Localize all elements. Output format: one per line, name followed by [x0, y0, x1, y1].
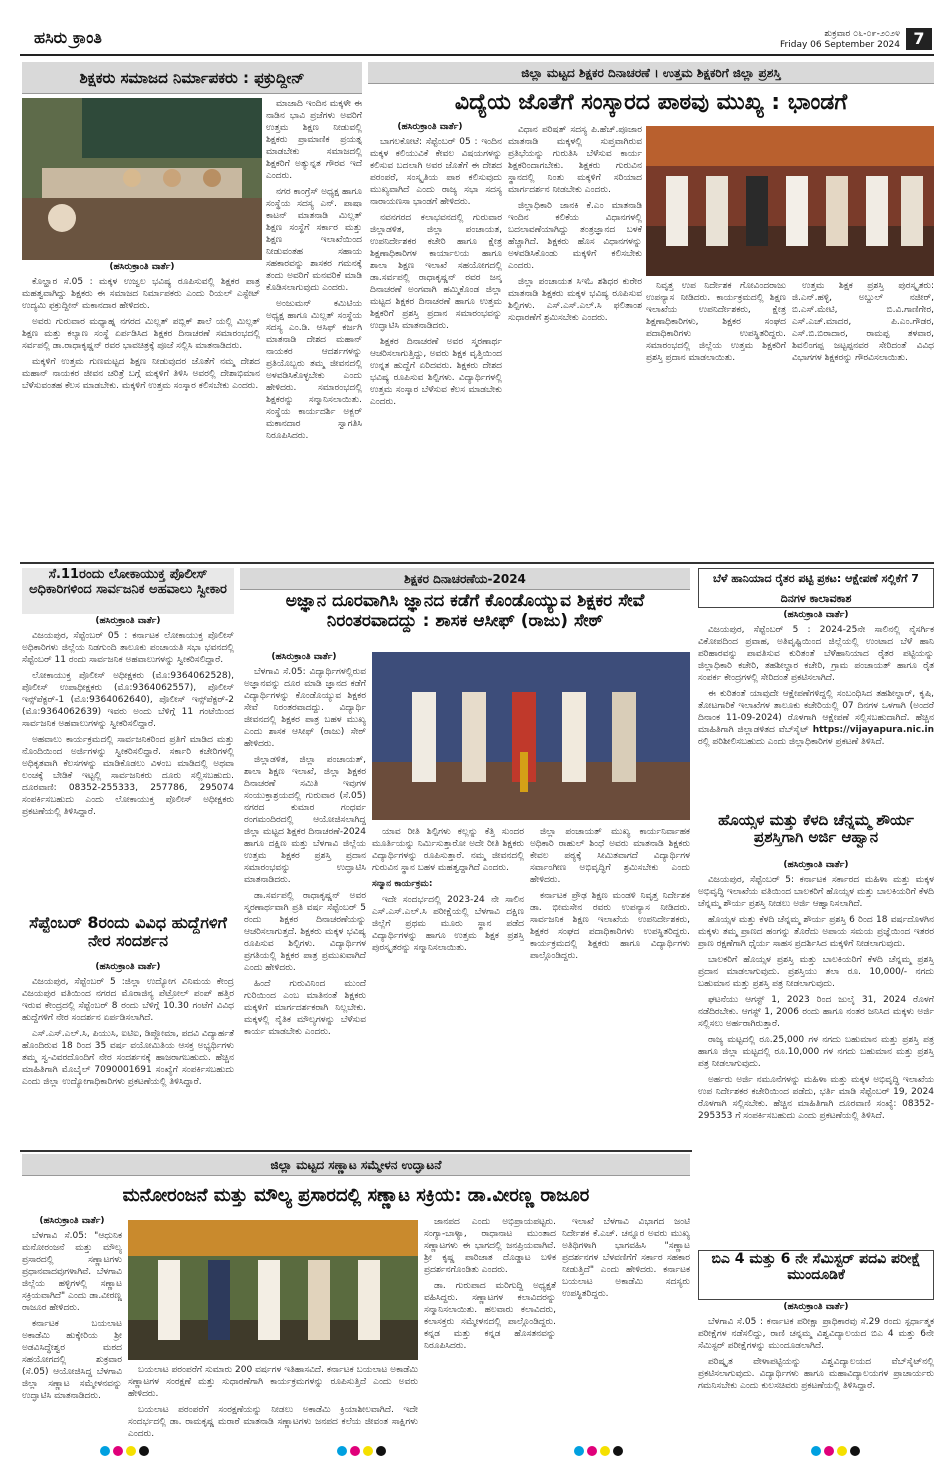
article7-para: ಹೊಯ್ಸಳ ಮತ್ತು ಕೆಳದಿ ಚೆನ್ನಮ್ಮ ಶೌರ್ಯ ಪ್ರಶಸ್ತಿ 6 ರಿಂದ 18 ವರ್ಷದೊಳಗಿನ ಮಕ್ಕಳು ತಮ್ಮ ಪ್ರಾಣದ ಹಂಗನ್ನು ತೊರೆದು ಅಪಾಯ ಸಮಯ ಪ್ರಜ್ಞೆಯಿಂದ ಇತರರ ಪ್ರಾಣ ರಕ್ಷಣೆಗಾಗಿ ಧೈರ್ಯ ಸಾಹಸ ಪ್ರದರ್ಶಿಸಿದ ಮಕ್ಕಳಿಗೆ ನೀಡಲಾಗುವುದು.	[698, 915, 934, 949]
article8-para: ಬಯಲಾಟ ಪರಂಪರೆಗೆ ಸಂರಕ್ಷಣೆಯನ್ನು ನೀಡಲು ಅಕಾಡೆಮಿ ಕ್ರಿಯಾಶೀಲವಾಗಿದೆ. ಇದೇ ಸಂದರ್ಭದಲ್ಲಿ ಡಾ. ರಾಮಕೃಷ್ಣ ಮರಾಠೆ ಮಾತನಾಡಿ ಸಣ್ಣಾಟಗಳು ಜನಪದ ಕಲೆಯ ಜೀವಂತ ಸಾಕ್ಷಿಗಳು ಎಂದರು.	[128, 1405, 418, 1439]
yellow-dot	[363, 1446, 373, 1456]
article4-para: ಎಸ್.ಎಸ್.ಎಲ್.ಸಿ, ಪಿಯುಸಿ, ಐಟಿಐ, ಡಿಪ್ಲೋಮಾ, ಪದವಿ ವಿದ್ಯಾರ್ಹತೆ ಹೊಂದಿರುವ 18 ರಿಂದ 35 ವರ್ಷ ವಯೋಮಿತಿಯ ಆಸಕ್ತ ಅಭ್ಯರ್ಥಿಗಳು ತಮ್ಮ ಸ್ವ-ವಿವರದೊಂದಿಗೆ ನೇರ ಸಂದರ್ಶನಕ್ಕೆ ಹಾಜರಾಗಬಹುದು. ಹೆಚ್ಚಿನ ಮಾಹಿತಿಗಾಗಿ ಮೊಬೈಲ್ 7090001691 ಸಂಖ್ಯೆಗೆ ಸಂಪರ್ಕಿಸಬಹುದು ಎಂದು ಜಿಲ್ಲಾ ಉದ್ಯೋಗಾಧಿಕಾರಿಗಳು ಪ್ರಕಟಣೆಯಲ್ಲಿ ತಿಳಿಸಿದ್ದಾರೆ.	[22, 1029, 234, 1087]
article8-para: ಬಯಲಾಟ ಪರಂಪರೆಗೆ ಸುಮಾರು 200 ವರ್ಷಗಳ ಇತಿಹಾಸವಿದೆ. ಕರ್ನಾಟಕ ಬಯಲಾಟ ಅಕಾಡೆಮಿ ಸಣ್ಣಾಟಗಳ ಸಂರಕ್ಷಣೆ ಮತ್ತು ಸುಧಾರಣೆಗಾಗಿ ಕಾರ್ಯಕ್ರಮಗಳನ್ನು ರೂಪಿಸುತ್ತಿದೆ ಎಂದು ಅವರು ಹೇಳಿದರು.	[128, 1365, 418, 1399]
article5-para: ಬೆಳಗಾವಿ ಸೆ.05: ವಿದ್ಯಾರ್ಥಿಗಳಲ್ಲಿರುವ ಅಜ್ಞಾನವನ್ನು ದೂರ ಮಾಡಿ ಜ್ಞಾನದ ಕಡೆಗೆ ವಿದ್ಯಾರ್ಥಿಗಳನ್ನು ಕೊಂಡೊಯ್ಯುವ ಶಿಕ್ಷಕರ ಸೇವೆ ನಿರಂತರವಾದದ್ದು. ವಿದ್ಯಾರ್ಥಿ ಜೀವನದಲ್ಲಿ ಶಿಕ್ಷಕರ ಪಾತ್ರ ಬಹಳ ಮುಖ್ಯ ಎಂದು ಶಾಸಕ ಆಸೀಫ್ (ರಾಜು) ಸೇಠ್ ಹೇಳಿದರು.	[244, 667, 366, 749]
article7-para: ವಿಜಯಪುರ, ಸೆಪ್ಟೆಂಬರ್ 5: ಕರ್ನಾಟಕ ಸರ್ಕಾರದ ಮಹಿಳಾ ಮತ್ತು ಮಕ್ಕಳ ಅಭಿವೃದ್ಧಿ ಇಲಾಖೆಯ ವತಿಯಿಂದ ಬಾಲಕರಿಗೆ ಹೊಯ್ಸಳ ಮತ್ತು ಬಾಲಕಿಯರಿಗೆ ಕೆಳದಿ ಚೆನ್ನಮ್ಮ ಶೌರ್ಯ ಪ್ರಶಸ್ತಿ ನೀಡಲು ಅರ್ಜಿ ಆಹ್ವಾನಿಸಲಾಗಿದೆ.	[698, 875, 934, 909]
yellow-dot	[600, 1446, 610, 1456]
award-ceremony-photo	[646, 126, 934, 276]
article9-para: ಬೆಳಗಾವಿ ಸೆ.05 : ಕರ್ನಾಟಕ ಪರೀಕ್ಷಾ ಪ್ರಾಧಿಕಾರವು ಸೆ.29 ರಂದು ಸ್ಪರ್ಧಾತ್ಮಕ ಪರೀಕ್ಷೆಗಳ ನಡೆಸಲಿದ್ದು, ರಾಣಿ ಚನ್ನಮ್ಮ ವಿಶ್ವವಿದ್ಯಾಲಯದ ಬಿಎ 4 ಮತ್ತು 6ನೇ ಸೆಮಿಸ್ಟರ್ ಪರೀಕ್ಷೆಗಳನ್ನು ಮುಂದೂಡಲಾಗಿದೆ.	[698, 1317, 934, 1351]
article2-para: ವಿಧಾನ ಪರಿಷತ್ ಸದಸ್ಯ ಪಿ.ಹೆಚ್.ಪೂಜಾರ ಮಾತನಾಡಿ ಮಕ್ಕಳಲ್ಲಿ ಸುಪ್ತವಾಗಿರುವ ಪ್ರತಿಭೆಯನ್ನು ಗುರುತಿಸಿ ಬೆಳೆಸುವ ಕಾರ್ಯ ಶಿಕ್ಷಕರಿಂದಾಗಬೇಕು. ಶಿಕ್ಷಕರು ಗುರುವಿನ ಸ್ಥಾನದಲ್ಲಿ ನಿಂತು ಮಕ್ಕಳಿಗೆ ಸರಿಯಾದ ಮಾರ್ಗದರ್ಶನ ನೀಡಬೇಕು ಎಂದರು.	[508, 125, 642, 195]
article5-kicker: ಶಿಕ್ಷಕರ ದಿನಾಚರಣೆಯ-2024	[240, 568, 690, 590]
article8-body-col1	[22, 1230, 122, 1440]
article8-body-col3	[424, 1216, 556, 1440]
article5-para: ಹಿಂದೆ ಗುರುವಿನಿಂದ ಮುಂದೆ ಗುರಿಯಿಂದ ಎಂಬ ಮಾತಿನಂತೆ ಶಿಕ್ಷಕರು ಮಕ್ಕಳಿಗೆ ಮಾರ್ಗದರ್ಶಕರಾಗಿ ನಿಲ್ಲಬೇಕು. ಮಕ್ಕಳಲ್ಲಿ ನೈತಿಕ ಮೌಲ್ಯಗಳನ್ನು ಬೆಳೆಸುವ ಕಾರ್ಯ ಮಾಡಬೇಕು ಎಂದರು.	[244, 979, 366, 1037]
article5-body-col1	[244, 666, 366, 1146]
magenta-dot	[113, 1446, 123, 1456]
article8-photo	[128, 1220, 418, 1360]
article5-body-col2	[372, 826, 524, 1146]
yellow-dot	[126, 1446, 136, 1456]
article8-para: ಇಲಾಖೆ ಬೆಳಗಾವಿ ವಿಭಾಗದ ಜಂಟಿ ನಿರ್ದೇಶಕ ಕೆ.ಎಚ್. ಚನ್ನೂರ ಅವರು ಮುಖ್ಯ ಅತಿಥಿಗಳಾಗಿ ಭಾಗವಹಿಸಿ "ಸಣ್ಣಾಟ ಪ್ರದರ್ಶನಗಳ ಬೆಳವಣಿಗೆಗೆ ಸರ್ಕಾರ ಸಹಕಾರ ನೀಡುತ್ತಿದೆ" ಎಂದು ಹೇಳಿದರು. ಕರ್ನಾಟಕ ಬಯಲಾಟ ಅಕಾಡೆಮಿ ಸದಸ್ಯರು ಉಪಸ್ಥಿತರಿದ್ದರು.	[562, 1217, 690, 1299]
cyan-dot	[100, 1446, 110, 1456]
article8-para: ಕರ್ನಾಟಕ ಬಯಲಾಟ ಅಕಾಡೆಮಿ ಹುಕ್ಕೇರಿಯ ಶ್ರೀ ಅಡವಿಸಿದ್ಧೇಶ್ವರ ಮಠದ ಸಹಯೋಗದಲ್ಲಿ ಶುಕ್ರವಾರ (ಸೆ.05) ಆಯೋಜಿಸಿದ್ದ ಬೆಳಗಾವಿ ಜಿಲ್ಲಾ ಸಣ್ಣಾಟ ಸಮ್ಮೇಳನವನ್ನು ಉದ್ಘಾಟಿಸಿ ಮಾತನಾಡಿದರು.	[22, 1319, 122, 1401]
article2-para: ನಿವೃತ್ತ ಉಪ ನಿರ್ದೇಶಕ ಗೋವಿಂದರಾಜು ಉಪನ್ಯಾಸ ನೀಡಿದರು. ಕಾರ್ಯಕ್ರಮದಲ್ಲಿ ಶಿಕ್ಷಣ ಇಲಾಖೆಯ ಉಪನಿರ್ದೇಶಕರು, ಕ್ಷೇತ್ರ ಶಿಕ್ಷಣಾಧಿಕಾರಿಗಳು, ಶಿಕ್ಷಕರ ಸಂಘದ ಪದಾಧಿಕಾರಿಗಳು ಉಪಸ್ಥಿತರಿದ್ದರು. ಸಮಾರಂಭದಲ್ಲಿ ಜಿಲ್ಲೆಯ ಉತ್ತಮ ಶಿಕ್ಷಕರಿಗೆ ಪ್ರಶಸ್ತಿ ಪ್ರದಾನ ಮಾಡಲಾಯಿತು.	[646, 281, 786, 363]
article2-body-col2	[508, 124, 642, 558]
article1-para: ಮಕ್ಕಳಿಗೆ ಉತ್ತಮ ಗುಣಮಟ್ಟದ ಶಿಕ್ಷಣ ನೀಡುವುದರ ಜೊತೆಗೆ ನಮ್ಮ ದೇಶದ ಮಹಾನ್ ನಾಯಕರ ಜೀವನ ಚರಿತ್ರೆ ಬಗ್ಗೆ ಮಕ್ಕಳಿಗೆ ತಿಳಿಸಿ ಅವರಲ್ಲಿ ದೇಶಾಭಿಮಾನ ಬೆಳೆಸುವಂತಹ ಕೆಲಸ ಮಾಡಬೇಕು. ಮಕ್ಕಳಿಗೆ ಉತ್ತಮ ಸಂಸ್ಕಾರ ಕಲಿಸಬೇಕು ಎಂದರು.	[22, 357, 260, 391]
article4-headline: ಸೆಪ್ಟೆಂಬರ್ 8ರಂದು ವಿವಿಧ ಹುದ್ದೆಗಳಿಗೆ ನೇರ ಸಂದರ್ಶನ	[29, 914, 227, 951]
article9-credit: (ಹಸಿರುಕ್ರಾಂತಿ ವಾರ್ತೆ)	[783, 1302, 849, 1312]
article6-para	[698, 688, 934, 748]
article2-para: ಜಿಲ್ಲಾಧಿಕಾರಿ ಜಾನಕಿ ಕೆ.ಎಂ ಮಾತನಾಡಿ ಇಂದಿನ ಕಲಿಕೆಯ ವಿಧಾನಗಳಲ್ಲಿ ಬದಲಾವಣೆಯಾಗಿದ್ದು ತಂತ್ರಜ್ಞಾನದ ಬಳಕೆ ಹೆಚ್ಚಾಗಿದೆ. ಶಿಕ್ಷಕರು ಹೊಸ ವಿಧಾನಗಳನ್ನು ಅಳವಡಿಸಿಕೊಂಡು ಮಕ್ಕಳಿಗೆ ಕಲಿಸಬೇಕು ಎಂದರು.	[508, 201, 642, 271]
cyan-dot	[337, 1446, 347, 1456]
magenta-dot	[587, 1446, 597, 1456]
article3-credit: (ಹಸಿರುಕ್ರಾಂತಿ ವಾರ್ತೆ)	[95, 616, 161, 626]
article2-para: ಜಿಲ್ಲಾ ಪಂಚಾಯತ ಸಿಇಓ ಶಶಿಧರ ಕುರೇರ ಮಾತನಾಡಿ ಶಿಕ್ಷಕರು ಮಕ್ಕಳ ಭವಿಷ್ಯ ರೂಪಿಸುವ ಶಿಲ್ಪಿಗಳು. ಎಸ್.ಎಸ್.ಎಲ್.ಸಿ ಫಲಿತಾಂಶ ಸುಧಾರಣೆಗೆ ಶ್ರಮಿಸಬೇಕು ಎಂದರು.	[508, 277, 642, 323]
article7-para: ಬಾಲಕರಿಗೆ ಹೊಯ್ಸಳ ಪ್ರಶಸ್ತಿ ಮತ್ತು ಬಾಲಕಿಯರಿಗೆ ಕೆಳದಿ ಚೆನ್ನಮ್ಮ ಪ್ರಶಸ್ತಿ ಪ್ರದಾನ ಮಾಡಲಾಗುವುದು. ಪ್ರಶಸ್ತಿಯು ತಲಾ ರೂ. 10,000/- ನಗದು ಬಹುಮಾನ ಮತ್ತು ಪ್ರಶಸ್ತಿ ಪತ್ರ ನೀಡಲಾಗುವುದು.	[698, 955, 934, 989]
magenta-dot	[350, 1446, 360, 1456]
article7-para: ರಾಜ್ಯ ಮಟ್ಟದಲ್ಲಿ ರೂ.25,000 ಗಳ ನಗದು ಬಹುಮಾನ ಮತ್ತು ಪ್ರಶಸ್ತಿ ಪತ್ರ ಹಾಗೂ ಜಿಲ್ಲಾ ಮಟ್ಟದಲ್ಲಿ ರೂ.10,000 ಗಳ ನಗದು ಬಹುಮಾನ ಮತ್ತು ಪ್ರಶಸ್ತಿ ಪತ್ರ ನೀಡಲಾಗುವುದು.	[698, 1035, 934, 1069]
article5-photo	[372, 652, 690, 820]
article3-headline: ಸೆ.11ರಂದು ಲೋಕಾಯುಕ್ತ ಪೊಲೀಸ್ ಅಧಿಕಾರಿಗಳಿಂದ ಸಾರ್ವಜನಿಕ ಅಹವಾಲು ಸ್ವೀಕಾರ	[22, 568, 234, 614]
article2-headline: ವಿದ್ಯೆಯ ಜೊತೆಗೆ ಸಂಸ್ಕಾರದ ಪಾಠವು ಮುಖ್ಯ : ಭಾಂಡಗೆ	[454, 90, 848, 115]
article2-para: ಬಾಗಲಕೋಟೆ: ಸೆಪ್ಟೆಂಬರ್ 05 : ಇಂದಿನ ಮಕ್ಕಳ ಕಲಿಯುವಿಕೆ ಕೇವಲ ವಿಷಯಗಳನ್ನು ಕಲಿಸುವ ಬದಲಾಗಿ ಅವರ ಜೊತೆಗೆ ಈ ದೇಶದ ಪರಂಪರೆ, ಸಂಸ್ಕೃತಿಯ ಪಾಠ ಕಲಿಸುವುದು ಮುಖ್ಯವಾಗಿದೆ ಎಂದು ರಾಜ್ಯ ಸಭಾ ಸದಸ್ಯ ನಾರಾಯಣಸಾ ಭಾಂಡಗೆ ಹೇಳಿದರು.	[370, 137, 502, 207]
article2-credit: (ಹಸಿರುಕ್ರಾಂತಿ ವಾರ್ತೆ)	[397, 122, 463, 132]
article2-body-col4	[792, 280, 934, 558]
article1-body-col1	[22, 276, 260, 558]
color-dots-group	[574, 1446, 623, 1458]
article7-para: ಘಟನೆಯು ಆಗಸ್ಟ್ 1, 2023 ರಿಂದ ಜುಲೈ 31, 2024 ರೊಳಗೆ ನಡೆದಿರಬೇಕು. ಆಗಸ್ಟ್ 1, 2006 ರಂದು ಹಾಗೂ ನಂತರ ಜನಿಸಿದ ಮಕ್ಕಳು ಅರ್ಜಿ ಸಲ್ಲಿಸಲು ಅರ್ಹರಾಗಿರುತ್ತಾರೆ.	[698, 995, 934, 1029]
sannata-inauguration-photo	[128, 1220, 418, 1360]
article5-para: ಯಾವ ರೀತಿ ಶಿಲ್ಪಿಗಳು ಕಲ್ಲನ್ನು ಕೆತ್ತಿ ಸುಂದರ ಮೂರ್ತಿಯನ್ನು ನಿರ್ಮಿಸುತ್ತಾರೋ ಅದೇ ರೀತಿ ಶಿಕ್ಷಕರು ವಿದ್ಯಾರ್ಥಿಗಳನ್ನು ರೂಪಿಸುತ್ತಾರೆ. ನಮ್ಮ ಜೀವನದಲ್ಲಿ ಗುರುವಿನ ಸ್ಥಾನ ಬಹಳ ಮಹತ್ವದ್ದಾಗಿದೆ ಎಂದರು.	[372, 827, 524, 873]
article2-para: ಉತ್ತಮ ಶಿಕ್ಷಕ ಪ್ರಶಸ್ತಿ ಪುರಸ್ಕೃತರು: ಜಿ.ಎನ್.ಹಳ್ಳಿ, ಅಬ್ದುಲ್ ನಜೀರ್, ಬಿ.ಎಸ್.ಮೇಟಿ, ಬಿ.ವಿ.ಗಾಣಿಗೇರ, ಎಸ್.ಎಚ್.ಮಾದರ, ಪಿ.ಎಂ.ಗೌಡರ, ಎಸ್.ಬಿ.ಬಿರಾದಾರ, ರಾಮಪ್ಪ ತಳವಾರ, ಶಿವಲಿಂಗಪ್ಪ ಜಟ್ಟಪ್ಪನವರ ಸೇರಿದಂತೆ ವಿವಿಧ ವಿಭಾಗಗಳ ಶಿಕ್ಷಕರನ್ನು ಗೌರವಿಸಲಾಯಿತು.	[792, 281, 934, 363]
article4-para: ವಿಜಯಪುರ, ಸೆಪ್ಟೆಂಬರ್ 5 :ಜಿಲ್ಲಾ ಉದ್ಯೋಗ ವಿನಿಮಯ ಕೇಂದ್ರ ವಿಜಯಪುರ ವತಿಯಿಂದ ನಗರದ ಮೊರಾಜಿನ್ಯ ಪೆಟ್ರೋಲ್ ಪಂಪ್ ಹತ್ತಿರ ಇರುವ ಕೇಂದ್ರದಲ್ಲಿ ಸೆಪ್ಟೆಂಬರ್ 8 ರಂದು ಬೆಳಿಗ್ಗೆ 10.30 ಗಂಟೆಗೆ ವಿವಿಧ ಹುದ್ದೆಗಳಿಗೆ ನೇರ ಸಂದರ್ಶನ ಏರ್ಪಡಿಸಲಾಗಿದೆ.	[22, 977, 234, 1023]
article6-para-text: ಈ ಕುರಿತಂತೆ ಯಾವುದೇ ಆಕ್ಷೇಪಣೆಗಳಿದ್ದಲ್ಲಿ ಸಂಬಂಧಿಸಿದ ತಹಶೀಲ್ದಾರ್, ಕೃಷಿ, ತೋಟಗಾರಿಕೆ ಇಲಾಖೆಗಳ ತಾಲೂಕು ಕಚೇರಿಯಲ್ಲಿ 07 ದಿನಗಳ ಒಳಗಾಗಿ (ಅಂದರೆ ದಿನಾಂಕ 11-09-2024) ರೊಳಗಾಗಿ ಆಕ್ಷೇಪಣೆ ಸಲ್ಲಿಸಬಹುದಾಗಿದೆ. ಹೆಚ್ಚಿನ ಮಾಹಿತಿಗಾಗಿ ಜಿಲ್ಲಾಡಳಿತದ ವೆಬ್‍ಸೈಟ್	[698, 689, 934, 735]
article1-para: ನಗರ ಕಾಂಗ್ರೆಸ್ ಅಧ್ಯಕ್ಷ ಹಾಗೂ ಸಂಸ್ಥೆಯ ಸದಸ್ಯ ಎನ್. ಪಾಷಾ ಕಾಟನ್ ಮಾತನಾಡಿ ಮಿಲ್ಲತ್ ಶಿಕ್ಷಣ ಸಂಸ್ಥೆಗೆ ಸರ್ಕಾರ ಮತ್ತು ಶಿಕ್ಷಣ ಇಲಾಖೆಯಿಂದ ನೀಡುವಂತಹ ಸಹಾಯ ಸಹಕಾರವನ್ನು ಶಾಸಕರ ಗಮನಕ್ಕೆ ತಂದು ಅವರಿಗೆ ಮನವರಿಕೆ ಮಾಡಿ ಕೊಡಿಸಲಾಗುವುದು ಎಂದರು.	[266, 187, 362, 293]
article5-para: ಜಿಲ್ಲಾ ಪಂಚಾಯತ್ ಮುಖ್ಯ ಕಾರ್ಯನಿರ್ವಾಹಕ ಅಧಿಕಾರಿ ರಾಹುಲ್ ಶಿಂಧೆ ಅವರು ಮಾತನಾಡಿ ಶಿಕ್ಷಕರು ಕೇವಲ ಪಠ್ಯಕ್ಕೆ ಸೀಮಿತವಾಗದೆ ವಿದ್ಯಾರ್ಥಿಗಳ ಸರ್ವಾಂಗೀಣ ಅಭಿವೃದ್ಧಿಗೆ ಶ್ರಮಿಸಬೇಕು ಎಂದು ಹೇಳಿದರು.	[530, 827, 690, 885]
article1-photo	[22, 98, 262, 260]
article5-para: ಜಿಲ್ಲಾಡಳಿತ, ಜಿಲ್ಲಾ ಪಂಚಾಯತ್, ಶಾಲಾ ಶಿಕ್ಷಣ ಇಲಾಖೆ, ಜಿಲ್ಲಾ ಶಿಕ್ಷಕರ ದಿನಾಚರಣೆ ಸಮಿತಿ ಇವುಗಳ ಸಂಯುಕ್ತಾಶ್ರಯದಲ್ಲಿ ಗುರುವಾರ (ಸೆ.05) ನಗರದ ಕುಮಾರ ಗಂಧರ್ವ ರಂಗಮಂದಿರದಲ್ಲಿ ಆಯೋಜಿಸಲಾಗಿದ್ದ ಜಿಲ್ಲಾ ಮಟ್ಟದ ಶಿಕ್ಷಕರ ದಿನಾಚರಣೆ-2024 ಹಾಗೂ ದಕ್ಷಿಣ ಮತ್ತು ಬೆಳಗಾವಿ ಜಿಲ್ಲೆಯ ಉತ್ತಮ ಶಿಕ್ಷಕರ ಪ್ರಶಸ್ತಿ ಪ್ರದಾನ ಸಮಾರಂಭವನ್ನು ಉದ್ಘಾಟಿಸಿ ಮಾತನಾಡಿದರು.	[244, 755, 366, 885]
black-dot	[850, 1446, 860, 1456]
article5-credit: (ಹಸಿರುಕ್ರಾಂತಿ ವಾರ್ತೆ)	[271, 652, 337, 662]
article6-credit: (ಹಸಿರುಕ್ರಾಂತಿ ವಾರ್ತೆ)	[783, 610, 849, 620]
article8-para: ಜಾನಪದ ಎಂದು ಅಭಿಪ್ರಾಯಪಟ್ಟರು. ಸಂಗ್ಯಾ-ಬಾಳ್ಯಾ, ರಾಧಾನಾಟ ಮುಂತಾದ ಸಣ್ಣಾಟಗಳು ಈ ಭಾಗದಲ್ಲಿ ಜನಪ್ರಿಯವಾಗಿವೆ. ಶ್ರೀ ಕೃಷ್ಣ ಪಾರಿಜಾತ ದೊಡ್ಡಾಟ ಬಳಿಕ ಪ್ರದರ್ಶನಗೊಂಡಿತು ಎಂದರು.	[424, 1217, 556, 1275]
date-kannada: ಶುಕ್ರವಾರ ೦೬-೦೯-೨೦೨೪	[824, 29, 900, 39]
divider-horizontal	[20, 562, 934, 564]
article6-para: ವಿಜಯಪುರ, ಸೆಪ್ಟೆಂಬರ್ 5 : 2024-25ನೇ ಸಾಲಿನಲ್ಲಿ ನೈಸರ್ಗಿಕ ವಿಕೋಪದಿಂದ ಪ್ರವಾಹ, ಅತಿವೃಷ್ಟಿಯಿಂದ ಜಿಲ್ಲೆಯಲ್ಲಿ ಉಂಟಾದ ಬೆಳೆ ಹಾನಿ ಪರಿಹಾರವನ್ನು ಪಾವತಿಸುವ ಕುರಿತಂತೆ ಬೆಳೆಹಾನಿಯಾದ ರೈತರ ಪಟ್ಟಿಯನ್ನು ಜಿಲ್ಲಾಧಿಕಾರಿ ಕಚೇರಿ, ತಹಶೀಲ್ದಾರ ಕಚೇರಿ, ಗ್ರಾಮ ಪಂಚಾಯತ್ ಹಾಗೂ ರೈತ ಸಂಪರ್ಕ ಕೇಂದ್ರಗಳಲ್ಲಿ ಸೇರಿದಂತೆ ಪ್ರಕಟಿಸಲಾಗಿದೆ.	[698, 625, 934, 683]
color-dots-group	[811, 1446, 860, 1458]
article8-para: ಡಾ. ಗುರುಪಾದ ಮರಿಗುದ್ದಿ ಅಧ್ಯಕ್ಷತೆ ವಹಿಸಿದ್ದರು. ಸಣ್ಣಾಟಗಳ ಕಲಾವಿದರನ್ನು ಸನ್ಮಾನಿಸಲಾಯಿತು. ಹಲವಾರು ಕಲಾವಿದರು, ಕಲಾಸಕ್ತರು ಸಮ್ಮೇಳನದಲ್ಲಿ ಪಾಲ್ಗೊಂಡಿದ್ದರು. ಕನ್ನಡ ಮತ್ತು ಕನ್ನಡ ಹೊಸತನವನ್ನು ನಿರೂಪಿಸಿದರು.	[424, 1281, 556, 1351]
article6-para-text: ರಲ್ಲಿ ಪರಿಶೀಲಿಸಬಹುದು ಎಂದು ಜಿಲ್ಲಾಧಿಕಾರಿಗಳ ಪ್ರಕಟಣೆ ತಿಳಿಸಿದೆ.	[698, 737, 885, 747]
article1-body-col2	[266, 98, 362, 558]
color-dots-group	[337, 1446, 386, 1458]
article5-headline: ಅಜ್ಞಾನ ದೂರವಾಗಿಸಿ ಜ್ಞಾನದ ಕಡೆಗೆ ಕೊಂಡೊಯ್ಯುವ ಶಿಕ್ಷಕರ ಸೇವೆ ನಿರಂತರವಾದದ್ದು : ಶಾಸಕ ಆಸೀಫ್ (ರಾಜು) ಸೇಠ್	[285, 592, 645, 631]
article1-headline: ಶಿಕ್ಷಕರು ಸಮಾಜದ ನಿರ್ಮಾಪಕರು : ಫಕ್ರುದ್ದೀನ್	[22, 62, 362, 94]
date-english: Friday 06 September 2024	[780, 40, 900, 50]
article9-body	[698, 1316, 934, 1440]
cyan-dot	[574, 1446, 584, 1456]
article2-kicker: ಜಿಲ್ಲಾ ಮಟ್ಟದ ಶಿಕ್ಷಕರ ದಿನಾಚರಣೆ । ಉತ್ತಮ ಶಿಕ್ಷಕರಿಗೆ ಜಿಲ್ಲಾ ಪ್ರಶಸ್ತಿ	[368, 62, 934, 84]
black-dot	[376, 1446, 386, 1456]
article5-body-col3	[530, 826, 690, 1146]
article4-credit: (ಹಸಿರುಕ್ರಾಂತಿ ವಾರ್ತೆ)	[95, 962, 161, 972]
article7-para: ಅರ್ಹರು ಅರ್ಜಿ ನಮೂನೆಗಳನ್ನು ಮಹಿಳಾ ಮತ್ತು ಮಕ್ಕಳ ಅಭಿವೃದ್ಧಿ ಇಲಾಖೆಯ ಉಪ ನಿರ್ದೇಶಕರ ಕಚೇರಿಯಿಂದ ಪಡೆದು, ಭರ್ತಿ ಮಾಡಿ ಸೆಪ್ಟೆಂಬರ್ 19, 2024 ರೊಳಗಾಗಿ ಸಲ್ಲಿಸಬೇಕು. ಹೆಚ್ಚಿನ ಮಾಹಿತಿಗಾಗಿ ದೂರವಾಣಿ ಸಂಖ್ಯೆ: 08352-295353 ಗೆ ಸಂಪರ್ಕಿಸಬಹುದು ಎಂದು ಪ್ರಕಟಣೆಯಲ್ಲಿ ತಿಳಿಸಿದೆ.	[698, 1075, 934, 1121]
magenta-dot	[824, 1446, 834, 1456]
article3-para: ಲೋಕಾಯುಕ್ತ ಪೊಲೀಸ್ ಅಧೀಕ್ಷಕರು (ಮೊ:9364062528), ಪೊಲೀಸ್ ಉಪಾಧೀಕ್ಷಕರು (ಮೊ:9364062557), ಪೊಲೀಸ್ ಇನ್ಸ್‌ಪೆಕ್ಟರ್-1 (ಮೊ:9364062640), ಪೊಲೀಸ್ ಇನ್ಸ್‌ಪೆಕ್ಟರ್-2 (ಮೊ:9364062639) ಇವರು ಅಂದು ಬೆಳಿಗ್ಗೆ 11 ಗಂಟೆಯಿಂದ ಸಾರ್ವಜನಿಕ ಅಹವಾಲುಗಳನ್ನು ಸ್ವೀಕರಿಸಲಿದ್ದಾರೆ.	[22, 671, 234, 729]
article8-body-col4	[562, 1216, 690, 1440]
lamp-lighting-photo	[372, 652, 690, 820]
article3-para: ವಿಜಯಪುರ, ಸೆಪ್ಟೆಂಬರ್ 05 : ಕರ್ನಾಟಕ ಲೋಕಾಯುಕ್ತ ಪೊಲೀಸ್ ಅಧಿಕಾರಿಗಳು ಜಿಲ್ಲೆಯ ನಿಡಗುಂದಿ ತಾಲೂಕು ಪಂಚಾಯತಿ ಸಭಾ ಭವನದಲ್ಲಿ ಸೆಪ್ಟೆಂಬರ್ 11 ರಂದು ಸಾರ್ವಜನಿಕ ಅಹವಾಲುಗಳನ್ನು ಸ್ವೀಕರಿಸಲಿದ್ದಾರೆ.	[22, 631, 234, 665]
article8-headline: ಮನೋರಂಜನೆ ಮತ್ತು ಮೌಲ್ಯ ಪ್ರಸಾರದಲ್ಲಿ ಸಣ್ಣಾಟ ಸಕ್ರಿಯ: ಡಾ.ವೀರಣ್ಣ ರಾಜೂರ	[122, 1185, 590, 1206]
teachers-day-event-photo	[22, 98, 262, 260]
article1-para: ಅವರು ಗುರುವಾರ ಮಧ್ಯಾಹ್ನ ನಗರದ ಮಿಲ್ಲತ್ ಪಬ್ಲಿಕ್ ಶಾಲೆ ಯಲ್ಲಿ ಮಿಲ್ಲತ್ ಶಿಕ್ಷಣ ಮತ್ತು ಕಲ್ಯಾಣ ಸಂಸ್ಥೆ ಏರ್ಪಡಿಸಿದ ಶಿಕ್ಷಕರ ದಿನಾಚರಣೆ ಸಮಾರಂಭದಲ್ಲಿ ಸರ್ವಪಲ್ಲಿ ಡಾ.ರಾಧಾಕೃಷ್ಣನ್ ರವರ ಭಾವಚಿತ್ರಕ್ಕೆ ಪೂಜೆ ಸಲ್ಲಿಸಿ ಮಾತನಾಡಿದರು.	[22, 317, 260, 351]
cyan-dot	[811, 1446, 821, 1456]
article4-body	[22, 976, 234, 1146]
article2-para: ನವನಗರದ ಕಲಾಭವನದಲ್ಲಿ ಗುರುವಾರ ಜಿಲ್ಲಾಡಳಿತ, ಜಿಲ್ಲಾ ಪಂಚಾಯತ, ಉಪನಿರ್ದೇಶಕರ ಕಚೇರಿ ಹಾಗೂ ಕ್ಷೇತ್ರ ಶಿಕ್ಷಣಾಧಿಕಾರಿಗಳ ಕಾರ್ಯಾಲಯ ಹಾಗೂ ಶಾಲಾ ಶಿಕ್ಷಣ ಇಲಾಖೆ ಸಹಯೋಗದಲ್ಲಿ ಡಾ.ಸರ್ವಪಲ್ಲಿ ರಾಧಾಕೃಷ್ಣನ್ ರವರ ಜನ್ಮ ದಿನಾಚರಣೆ ಅಂಗವಾಗಿ ಹಮ್ಮಿಕೊಂಡ ಜಿಲ್ಲಾ ಮಟ್ಟದ ಶಿಕ್ಷಕರ ದಿನಾಚರಣೆ ಹಾಗೂ ಉತ್ತಮ ಶಿಕ್ಷಕರಿಗೆ ಪ್ರಶಸ್ತಿ ಪ್ರದಾನ ಸಮಾರಂಭವನ್ನು ಉದ್ಘಾಟಿಸಿ ಮಾತನಾಡಿದರು.	[370, 213, 502, 331]
article1-para: ಅಂಜುಮನ್ ಕಮಿಟಿಯ ಅಧ್ಯಕ್ಷ ಹಾಗೂ ಮಿಲ್ಲತ್ ಸಂಸ್ಥೆಯ ಸದಸ್ಯ ಎಂ.ಡಿ. ಆಸಿಫ್ ಕರ್ಜಗಿ ಮಾತನಾಡಿ ದೇಶದ ಮಹಾನ್ ನಾಯಕರ ಆದರ್ಶಗಳನ್ನು ಪ್ರತಿಯೊಬ್ಬರು ತಮ್ಮ ಜೀವನದಲ್ಲಿ ಅಳವಡಿಸಿಕೊಳ್ಳಬೇಕು ಎಂದು ಹೇಳಿದರು. ಸಮಾರಂಭದಲ್ಲಿ ಶಿಕ್ಷಕರನ್ನು ಸನ್ಮಾನಿಸಲಾಯಿತು. ಸಂಸ್ಥೆಯ ಕಾರ್ಯದರ್ಶಿ ಅಕ್ಬರ್ ಮಕಾನದಾರ ಸ್ವಾಗತಿಸಿ ನಿರೂಪಿಸಿದರು.	[266, 299, 362, 441]
page-number: 7	[906, 28, 932, 50]
article2-body-col1	[370, 136, 502, 558]
district-website-link[interactable]: https://vijayapura.nic.in	[812, 725, 934, 735]
black-dot	[613, 1446, 623, 1456]
dateline	[780, 29, 900, 51]
article1-para: ಕೊಲ್ಹಾರ ಸೆ.05 : ಮಕ್ಕಳ ಉಜ್ವಲ ಭವಿಷ್ಯ ರೂಪಿಸುವಲ್ಲಿ ಶಿಕ್ಷಕರ ಪಾತ್ರ ಮಹತ್ವವಾಗಿದ್ದು ಶಿಕ್ಷಕರು ಈ ಸಮಾಜದ ನಿರ್ಮಾಪಕರು ಎಂದು ರಿಯಲ್ ಎಸ್ಟೇಟ್ ಉದ್ಯಮಿ ಫಕ್ರುದ್ದೀನ್ ಮಕಾನದಾರ ಹೇಳಿದರು.	[22, 277, 260, 311]
article1-credit: (ಹಸಿರುಕ್ರಾಂತಿ ವಾರ್ತೆ)	[109, 262, 175, 272]
article2-para: ಶಿಕ್ಷಕರ ದಿನಾಚರಣೆ ಅವರ ಸ್ಮರಣಾರ್ಥ ಆಚರಿಸಲಾಗುತ್ತಿದ್ದು, ಅವರು ಶಿಕ್ಷಕ ವೃತ್ತಿಯಿಂದ ಉನ್ನತ ಹುದ್ದೆಗೆ ಏರಿದವರು. ಶಿಕ್ಷಕರು ದೇಶದ ಭವಿಷ್ಯ ರೂಪಿಸುವ ಶಿಲ್ಪಿಗಳು. ವಿದ್ಯಾರ್ಥಿಗಳಲ್ಲಿ ಉತ್ತಮ ಸಂಸ್ಕಾರ ಬೆಳೆಸುವ ಕೆಲಸ ಮಾಡಬೇಕು ಎಂದರು.	[370, 337, 502, 407]
article8-credit: (ಹಸಿರುಕ್ರಾಂತಿ ವಾರ್ತೆ)	[39, 1216, 105, 1226]
article7-credit: (ಹಸಿರುಕ್ರಾಂತಿ ವಾರ್ತೆ)	[783, 860, 849, 870]
article1-para: ಮಾಜಾದಿ ಇಂದಿನ ಮಕ್ಕಳೇ ಈ ನಾಡಿನ ಭಾವಿ ಪ್ರಜೆಗಳು ಅವರಿಗೆ ಉತ್ತಮ ಶಿಕ್ಷಣ ನೀಡುವಲ್ಲಿ ಶಿಕ್ಷಕರು ಪ್ರಾಮಾಣಿಕ ಪ್ರಯತ್ನ ಮಾಡಬೇಕು ಸಮಾಜದಲ್ಲಿ ಶಿಕ್ಷಕರಿಗೆ ಅತ್ಯುನ್ನತ ಗೌರವ ಇದೆ ಎಂದರು.	[266, 99, 362, 181]
newspaper-name: ಹಸಿರು ಕ್ರಾಂತಿ	[34, 28, 102, 47]
article8-para: ಬೆಳಗಾವಿ ಸೆ.05: "ಆಧುನಿಕ ಮನೋರಂಜನೆ ಮತ್ತು ಮೌಲ್ಯ ಪ್ರಸಾರದಲ್ಲಿ ಸಣ್ಣಾಟಗಳು ಪ್ರಧಾನವಾದವುಗಳಾಗಿವೆ. ಬೆಳಗಾವಿ ಜಿಲ್ಲೆಯ ಹಳ್ಳಿಗಳಲ್ಲಿ ಸಣ್ಣಾಟ ಸಕ್ರಿಯವಾಗಿದೆ" ಎಂದು ಡಾ.ವೀರಣ್ಣ ರಾಜೂರ ಹೇಳಿದರು.	[22, 1231, 122, 1313]
article3-para: ಅಹವಾಲು ಕಾರ್ಯಕ್ರಮದಲ್ಲಿ ಸಾರ್ವಜನಿಕರಿಂದ ಪ್ರತಿಗೆ ಮಾಡಿದ ಮತ್ತು ನೊಂದಿಯಿಂದ ಅರ್ಜಿಗಳನ್ನು ಸ್ವೀಕರಿಸಲಿದ್ದಾರೆ. ಸರ್ಕಾರಿ ಕಚೇರಿಗಳಲ್ಲಿ ಅಧಿಕೃತವಾಗಿ ಕೆಲಸಗಳನ್ನು ಮಾಡಿಕೊಡಲು ವಿಳಂಬ ಮಾಡಿದಲ್ಲಿ ಅಥವಾ ಲಂಚಕ್ಕೆ ಬೇಡಿಕೆ ಇಟ್ಟಲ್ಲಿ ಸಾರ್ವಜನಿಕರು ದೂರು ಸಲ್ಲಿಸಬಹುದು. ದೂರವಾಣಿ: 08352-255333, 257786, 295074 ಸಂಪರ್ಕಿಸಬಹುದು ಎಂದು ಲೋಕಾಯುಕ್ತ ಪೊಲೀಸ್ ಅಧೀಕ್ಷಕರು ಪ್ರಕಟಣೆಯಲ್ಲಿ ತಿಳಿಸಿದ್ದಾರೆ.	[22, 735, 234, 817]
article9-headline: ಬಿಎ 4 ಮತ್ತು 6 ನೇ ಸೆಮಿಸ್ಟರ್ ಪದವಿ ಪರೀಕ್ಷೆ ಮುಂದೂಡಿಕೆ	[698, 1250, 934, 1300]
article5-para: ಡಾ.ಸರ್ವಪಲ್ಲಿ ರಾಧಾಕೃಷ್ಣನ್ ಅವರ ಸ್ಮರಣಾರ್ಥವಾಗಿ ಪ್ರತಿ ವರ್ಷ ಸೆಪ್ಟೆಂಬರ್ 5 ರಂದು ಶಿಕ್ಷಕರ ದಿನಾಚರಣೆಯನ್ನು ಆಚರಿಸಲಾಗುತ್ತದೆ. ಶಿಕ್ಷಕರು ಮಕ್ಕಳ ಭವಿಷ್ಯ ರೂಪಿಸುವ ಶಿಲ್ಪಿಗಳು. ವಿದ್ಯಾರ್ಥಿಗಳ ಪ್ರಗತಿಯಲ್ಲಿ ಶಿಕ್ಷಕರ ಪಾತ್ರ ಪ್ರಮುಖವಾಗಿದೆ ಎಂದು ಹೇಳಿದರು.	[244, 891, 366, 973]
article9-para: ಪರಿಷ್ಕೃತ ವೇಳಾಪಟ್ಟಿಯನ್ನು ವಿಶ್ವವಿದ್ಯಾಲಯದ ವೆಬ್‌ಸೈಟ್‌ನಲ್ಲಿ ಪ್ರಕಟಿಸಲಾಗುವುದು. ವಿದ್ಯಾರ್ಥಿಗಳು ಹಾಗೂ ಮಹಾವಿದ್ಯಾಲಯಗಳ ಪ್ರಾಚಾರ್ಯರು ಗಮನಿಸಬೇಕು ಎಂದು ಕುಲಸಚಿವರು ಪ್ರಕಟಣೆಯಲ್ಲಿ ತಿಳಿಸಿದ್ದಾರೆ.	[698, 1357, 934, 1391]
article2-photo	[646, 126, 934, 276]
article6-headline: ಬೆಳೆ ಹಾನಿಯಾದ ರೈತರ ಪಟ್ಟಿ ಪ್ರಕಟ: ಆಕ್ಷೇಪಣೆ ಸಲ್ಲಿಕೆಗೆ 7 ದಿನಗಳ ಕಾಲಾವಕಾಶ	[698, 568, 934, 608]
divider-horizontal	[20, 1150, 692, 1152]
color-dots-group	[100, 1446, 149, 1458]
yellow-dot	[837, 1446, 847, 1456]
article2-body-col3	[646, 280, 786, 558]
registration-marks	[100, 1446, 860, 1458]
article6-body	[698, 624, 934, 804]
article3-body	[22, 630, 234, 912]
article5-subhead: ಸನ್ಮಾನ ಕಾರ್ಯಕ್ರಮ:	[372, 879, 433, 889]
article7-body	[698, 874, 934, 1242]
article5-para: ಕರ್ನಾಟಕ ಪ್ರೌಢ ಶಿಕ್ಷಣ ಮಂಡಳಿ ನಿವೃತ್ತ ನಿರ್ದೇಶಕ ಡಾ. ಭೀಮಸೇನ ರವರು ಉಪನ್ಯಾಸ ನೀಡಿದರು. ಸಾರ್ವಜನಿಕ ಶಿಕ್ಷಣ ಇಲಾಖೆಯ ಉಪನಿರ್ದೇಶಕರು, ಶಿಕ್ಷಕರ ಸಂಘದ ಪದಾಧಿಕಾರಿಗಳು ಉಪಸ್ಥಿತರಿದ್ದರು. ಕಾರ್ಯಕ್ರಮದಲ್ಲಿ ಶಿಕ್ಷಕರು ಹಾಗೂ ವಿದ್ಯಾರ್ಥಿಗಳು ಪಾಲ್ಗೊಂಡಿದ್ದರು.	[530, 891, 690, 961]
article5-para: ಇದೇ ಸಂದರ್ಭದಲ್ಲಿ 2023-24 ನೇ ಸಾಲಿನ ಎಸ್.ಎಸ್.ಎಲ್.ಸಿ ಪರೀಕ್ಷೆಯಲ್ಲಿ ಬೆಳಗಾವಿ ದಕ್ಷಿಣ ಜಿಲ್ಲೆಗೆ ಪ್ರಥಮ ಮೂರು ಸ್ಥಾನ ಪಡೆದ ವಿದ್ಯಾರ್ಥಿಗಳನ್ನು ಹಾಗೂ ಉತ್ತಮ ಶಿಕ್ಷಕ ಪ್ರಶಸ್ತಿ ಪುರಸ್ಕೃತರನ್ನು ಸನ್ಮಾನಿಸಲಾಯಿತು.	[372, 895, 524, 953]
article8-body-col2	[128, 1364, 418, 1440]
black-dot	[139, 1446, 149, 1456]
article8-kicker: ಜಿಲ್ಲಾ ಮಟ್ಟದ ಸಣ್ಣಾಟ ಸಮ್ಮೇಳನ ಉದ್ಘಾಟನೆ	[22, 1154, 690, 1176]
masthead-bar	[20, 26, 934, 56]
article7-headline: ಹೊಯ್ಸಳ ಮತ್ತು ಕೆಳದಿ ಚೆನ್ನಮ್ಮ ಶೌರ್ಯ ಪ್ರಶಸ್ತಿಗಾಗಿ ಅರ್ಜಿ ಆಹ್ವಾನ	[718, 812, 914, 847]
